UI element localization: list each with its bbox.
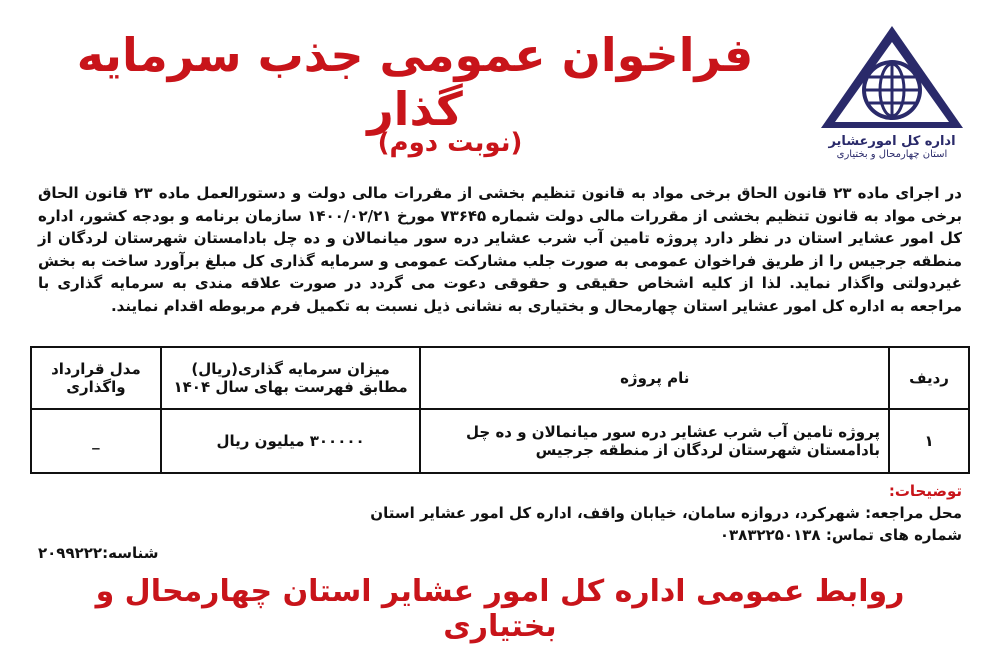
announcement-id-value: ۲۰۹۹۲۲۲ bbox=[38, 544, 103, 562]
address-line bbox=[370, 502, 962, 524]
header-radif: ردیف bbox=[889, 347, 969, 409]
globe-triangle-logo-icon bbox=[817, 22, 967, 132]
project-table bbox=[30, 346, 970, 474]
footer-public-relations: روابط عمومی اداره کل امور عشایر استان چهارمحال و بختیاری bbox=[95, 574, 905, 644]
logo-province: استان چهارمحال و بختیاری bbox=[836, 149, 948, 160]
logo-org-name: اداره کل امورعشایر bbox=[828, 134, 956, 149]
header-investment-amount: میزان سرمایه گذاری(ریال) مطابق فهرست بهای سال ۱۴۰۴ bbox=[161, 347, 421, 409]
announcement-id-label: شناسه: bbox=[102, 544, 159, 562]
notes-title: توضیحات: bbox=[888, 482, 962, 500]
organization-logo bbox=[802, 22, 982, 172]
phone-value: ۰۳۸۳۲۲۵۰۱۳۸ bbox=[719, 526, 821, 544]
page-title: فراخوان عمومی جذب سرمایه گذار bbox=[76, 28, 754, 136]
announcement-paragraph: در اجرای ماده ۲۳ قانون الحاق برخی مواد به قانون تنظیم بخشی از مقررات مالی دولت و دستورالعمل ماده ۲۳ قانون الحاق برخی مواد به قانون تنظیم بخشی از مقررات مالی دولت شماره ۷۳۶۴۵ مورخ ۱۴۰۰/۰۲/۲۱ سازمان برنامه و بودجه کشور، اداره کل امور عشایر استان در نظر دارد پروژه تامین آب شرب عشایر دره سور میانمالان و ده چل بادامستان شهرستان لردگان از منطقه جرجیس را از طریق فراخوان عمومی به صورت جلب مشارکت عمومی و سرمایه گذاری کل مبلغ برآورد ساخت به بخش غیردولتی واگذار نماید. لذا از کلیه اشخاص حقیقی و حقوقی دعوت می گردد در صورت علاقه مندی به سرمایه گذاری با مراجعه به اداره کل امور عشایر استان چهارمحال و بختیاری به نشانی ذیل نسبت به تکمیل فرم مربوطه اقدام نمایند. bbox=[38, 184, 962, 315]
notes-section bbox=[370, 480, 962, 546]
phone-label: شماره های تماس: bbox=[825, 526, 962, 544]
page-subtitle: (نوبت دوم) bbox=[377, 128, 523, 158]
cell-investment-amount: ۳۰۰۰۰۰ میلیون ریال bbox=[161, 409, 421, 473]
announcement-id bbox=[38, 544, 158, 562]
header-project-name: نام پروژه bbox=[420, 347, 889, 409]
address-value: شهرکرد، دروازه سامان، خیابان واقف، اداره کل امور عشایر استان bbox=[370, 504, 860, 522]
cell-project-name: پروژه تامین آب شرب عشایر دره سور میانمالان و ده چل بادامستان شهرستان لردگان از منطقه جرجیس bbox=[420, 409, 889, 473]
phone-line bbox=[370, 524, 962, 546]
cell-radif: ۱ bbox=[889, 409, 969, 473]
address-label: محل مراجعه: bbox=[865, 504, 962, 522]
header-contract-model: مدل قرارداد واگذاری bbox=[31, 347, 161, 409]
table-header-row bbox=[31, 347, 969, 409]
cell-contract-model: _ bbox=[31, 409, 161, 473]
table-row bbox=[31, 409, 969, 473]
